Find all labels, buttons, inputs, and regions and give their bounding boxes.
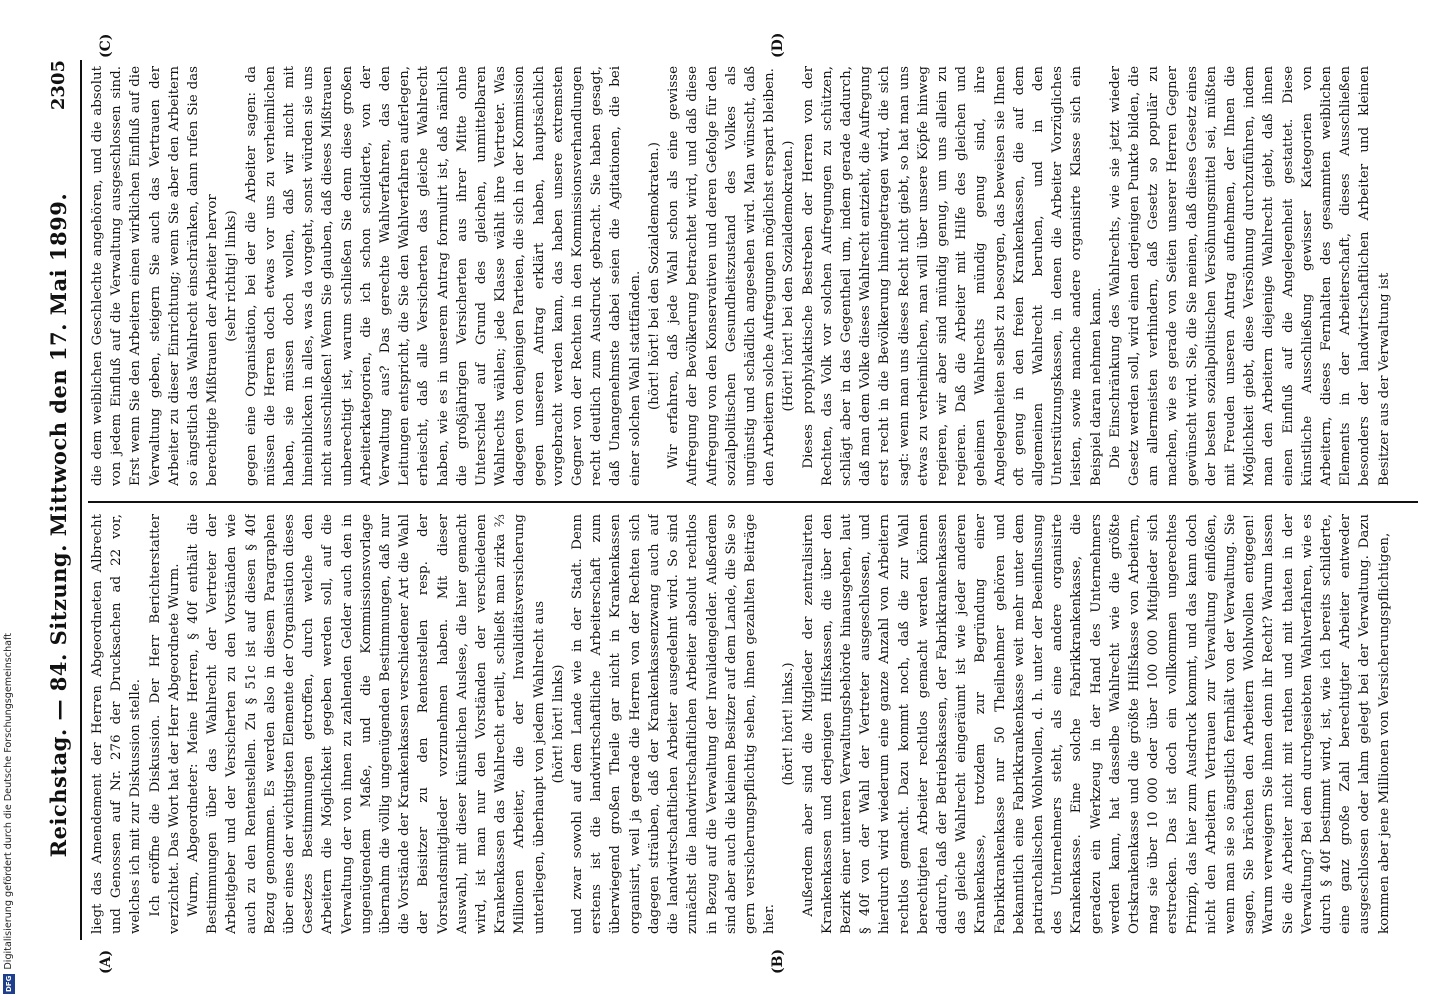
paragraph: Wir erfahren, daß jede Wahl schon als eine gewisse Aufregung der Bevölkerung betrachtet wird, und daß diese Aufregung von den Konservativen und deren Gefolge für den sozialpolitischen Gesundheitszustand des Volkes als ungünstig und schädlich angesehen wird. Man wünscht, daß den Arbeitern solche Aufregungen möglichst erspart bleiben. [666,66,778,486]
running-head [40,60,76,940]
column-divider [88,501,1418,503]
interjection: (sehr richtig! links) [224,210,240,342]
paragraph: gegen eine Organisation, bei der die Arbeiter sagen: da müssen die Herren doch etwas vor uns zu verheimlichen haben, sie müssen doch wollen, daß wir nicht mit hineinblicken in alles, was da vorgeht, sonst würden sie uns nicht ausschließen! Wenn Sie glauben, daß dieses Mißtrauen unberechtigt ist, warum schließen Sie denn diese großen Arbeiterkategorien, die ich schon schilderte, von der Verwaltung aus? Das gerechte Wahlverfahren, das den Leitungen entspricht, die Sie den Wahlverfahren auferlegen, erheischt, daß alle Versicherten das gleiche Wahlrecht haben, wie es in unserem Antrag formulirt ist, daß nämlich die großjährigen Versicherten aus ihrer Mitte ohne Unterschied auf Grund des gleichen, unmittelbaren Wahlrechts wählen; jede Klasse wählt ihre Vertreter. Was dagegen von denjenigen Parteien, die sich in der Kommission gegen unseren Antrag erklärt haben, hauptsächlich vorgebracht werden kann, das haben unsere extremsten Gegner von der Rechten in den Kommissionsverhandlungen recht deutlich zum Ausdruck gebracht. Sie haben gesagt, daß Unangenehmste dabei seien die Agitationen, die bei einer solchen Wahl stattfänden. [243,66,643,486]
paragraph: Die Einschränkung des Wahlrechts, wie sie jetzt wieder Gesetz werden soll, wird einen derjenigen Punkte bilden, die am allermeisten verhindern, daß Gesetz so populär zu machen, wie es gerade von Seiten unserer Herren Gegner gewünscht wird. Sie, die Sie meinen, daß dieses Gesetz eines der besten sozialpolitischen Versöhnungsmittel sei, müßten mit Freuden unseren Antrag aufnehmen, der Ihnen die Möglichkeit giebt, diese Versöhnung durchzuführen, indem man den Arbeitern diejenige Wahlrecht giebt, daß ihnen einen Einfluß auf die Angelegenheit gestattet. Diese künstliche Ausschließung gewisser Kategorien von Arbeitern, dieses Fernhalten des gesammten weiblichen Elements in der Arbeiterschaft, dieses Ausschließen besonders der landwirtschaftlichen Arbeiter und kleinen Besitzer aus der Verwaltung ist [1107,66,1392,486]
paragraph: und zwar sowohl auf dem Lande wie in der Stadt. Denn erstens ist die landwirtschaftliche Arbeiterschaft zum überwiegend großen Theile gar nicht in Krankenkassen organisirt, weil ja gerade die Herren von der Rechten sich dagegen sträuben, daß der Krankenkassenzwang auch auf die landwirtschaftlichen Arbeiter ausgedehnt wird. So sind zunächst die landwirtschaftlichen Arbeiter absolut rechtlos in Bezug auf die Verwaltung der Invalidengelder. Außerdem sind aber auch die kleinen Besitzer auf dem Lande, die Sie so gern versicherungspflichtig sehen, ihnen gezahlten Beiträge hier. [570,514,778,934]
paragraph: liegt das Amendement der Herren Abgeordneten Albrecht und Genossen auf Nr. 276 der Drucksachen ad 22 vor, welches ich mit zur Diskussion stelle. [90,514,144,934]
page-title: Reichstag. — 84. Sitzung. Mittwoch den 17. Mai 1899. [45,192,71,858]
credit-text: Digitalisierung gefördert durch die Deutsche Forschungsgemeinschaft [3,633,14,970]
interjection: (Hört! hört! bei den Sozialdemokraten.) [781,140,797,412]
header-rule [80,60,82,940]
margin-mark-b: (B) [770,948,786,974]
margin-mark-d: (D) [770,32,786,58]
left-column [88,514,1414,934]
right-column [88,66,1414,486]
digitization-credit [2,0,16,1000]
margin-mark-c: (C) [98,33,114,58]
paragraph: Wurm, Abgeordneter: Meine Herren, § 40f enthält die Bestimmungen über das Wahlrecht der Vertreter der Arbeitgeber und der Versicherten zu den Vorständen wie auch zu den Rentenstellen. Zu § 51c ist auf diesen § 40f Bezug genommen. Es werden also in diesem Paragraphen über eines der wichtigsten Elemente der Organisation dieses Gesetzes Bestimmungen getroffen, durch welche den Arbeitern die Möglichkeit gegeben werden soll, auf die Verwaltung der von ihnen zu zahlenden Gelder auch den in ungenügendem Maße, und die Kommissionsvorlage übernahm die völlig ungenügenden Bestimmungen, daß nur die Vorstände der Krankenkassen verschiedener Art die Wahl der Beisitzer zu den Rentenstellen resp. der Vorstandsmitglieder vorzunehmen haben. Mit dieser Auswahl, mit dieser künstlichen Auslese, die hier gemacht wird, ist man nur den Vorständen der verschiedenen Krankenkassen das Wahlrecht erteilt, schließt man zirka ⅔ Millionen Arbeiter, die der Invaliditätsversicherung unterliegen, überhaupt von jedem Wahlrecht aus [186,514,547,934]
interjection: (hört! hört! bei den Sozialdemokraten.) [646,142,662,410]
paragraph: Ich eröffne die Diskussion. Der Herr Berichterstatter verzichtet. Das Wort hat der Herr Abgeordnete Wurm. [147,514,182,934]
margin-mark-a: (A) [98,949,114,974]
page-number: 2305 [47,60,69,111]
paragraph: Außerdem aber sind die Mitglieder der zentralisirten Krankenkassen und derjenigen Hilfskassen, die über den Bezirk einer unteren Verwaltungsbehörde hinausgehen, laut § 40f von der Wahl der Vertreter ausgeschlossen, und hierdurch wird wiederum eine ganze Anzahl von Arbeitern rechtlos gemacht. Dazu kommt noch, daß die zur Wahl berechtigten Arbeiter rechtlos gemacht werden können dadurch, daß der Betriebskassen, der Fabrikkrankenkassen das gleiche Wahlrecht eingeräumt ist wie jeder anderen Krankenkasse, trotzdem zur Begründung einer Fabrikkrankenkasse nur 50 Theilnehmer gehören und bekanntlich eine Fabrikkrankenkasse weit mehr unter dem patriarchalischen Wohlwollen, d. h. unter der Beeinflussung des Unternehmers steht, als eine andere organisirte Krankenkasse. Eine solche Fabrikkrankenkasse, die geradezu ein Werkzeug in der Hand des Unternehmers werden kann, hat dasselbe Wahlrecht wie die größte Ortskrankenkasse und die größte Hilfskasse von Arbeitern, mag sie über 10 000 oder über 100 000 Mitglieder sich erstrecken. Das ist doch ein vollkommen ungerechtes Prinzip, das hier zum Ausdruck kommt, und das kann doch nicht den Arbeitern Vertrauen zur Verwaltung einflößen, wenn man sie so ängstlich fernhält von der Verwaltung. Sie sagen, Sie brächten den Arbeitern Wohlwollen entgegen! Warum verweigern Sie ihnen denn ihr Recht? Warum lassen Sie die Arbeiter nicht mit rathen und mit thaten in der Verwaltung? Bei dem durchgesiebten Wahlverfahren, wie es durch § 40f bestimmt wird, ist, wie ich bereits schilderte, eine ganz große Zahl berechtigter Arbeiter entweder ausgeschlossen oder lahm gelegt bei der Verwaltung. Dazu kommen aber jene Millionen von Versicherungspflichtigen, [800,514,1392,934]
paragraph: die dem weiblichen Geschlechte angehören, und die absolut von jedem Einfluß auf die Verwaltung ausgeschlossen sind. Erst wenn Sie den Arbeitern einen wirklichen Einfluß auf die Verwaltung geben, steigern Sie auch das Vertrauen der Arbeiter zu dieser Einrichtung; wenn Sie aber den Arbeitern so ängstlich das Wahlrecht einschränken, dann rufen Sie das berechtigte Mißtrauen der Arbeiter hervor [90,66,221,486]
interjection: (hört! hört! links) [550,664,566,784]
dfg-logo-icon: DFG [5,975,13,993]
interjection: (hört! hört! links.) [781,662,797,786]
paragraph: Dieses prophylaktische Bestreben der Herren von der Rechten, das Volk vor solchen Aufregungen zu schützen, schlägt aber in das Gegentheil um, indem gerade dadurch, daß man dem Volke dieses Wahlrecht entzieht, die Aufregung erst recht in die Bevölkerung hineingetragen wird, die sich sagt: wenn man uns dieses Recht nicht giebt, so hat man uns etwas zu verheimlichen, man will über unsere Köpfe hinweg regieren, wir aber sind mündig genug, um uns allein zu regieren. Daß die Arbeiter mit Hilfe des gleichen und geheimen Wahlrechts mündig genug sind, ihre Angelegenheiten selbst zu besorgen, das beweisen sie Ihnen oft genug in den freien Krankenkassen, die auf dem allgemeinen Wahlrecht beruhen, und in den Unterstützungskassen, in denen die Arbeiter Vorzügliches leisten, sowie manche andere organisirte Klasse sich ein Beispiel daran nehmen kann. [800,66,1104,486]
